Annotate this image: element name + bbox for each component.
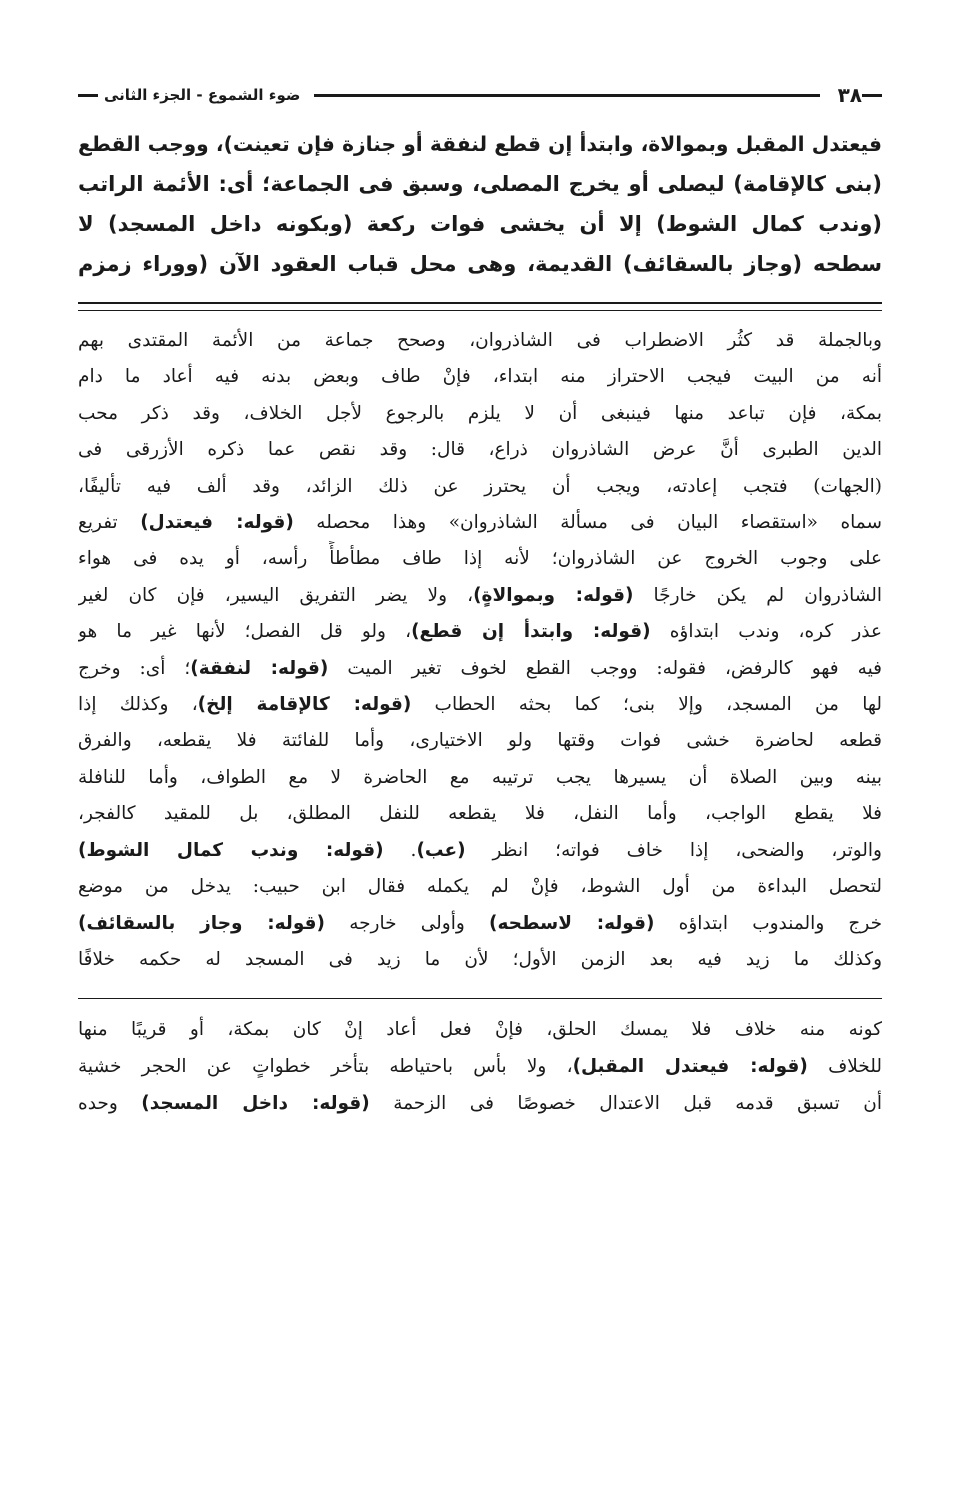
text-segment: الشاذروان لم يكن خارجًا bbox=[633, 584, 882, 606]
footnote-divider bbox=[78, 998, 882, 999]
commentary-line bbox=[78, 723, 882, 759]
text-segment: سماه «استقصاء البيان فى مسألة الشاذروان» وهذا محصله bbox=[293, 512, 882, 534]
commentary-line bbox=[78, 541, 882, 577]
commentary-line bbox=[78, 505, 882, 541]
text-segment: ، وكذلك إذا bbox=[78, 694, 198, 716]
text-segment: لتحصل البداءة من أول الشوط، فإنْ لم يكمله فقال ابن حبيب: يدخل من موضع bbox=[78, 876, 882, 898]
quoted-lemma: (قوله: فيعتدل المقبل) bbox=[572, 1056, 808, 1078]
commentary-line bbox=[78, 651, 882, 687]
commentary-line bbox=[78, 906, 882, 942]
text-segment: على وجوب الخروج عن الشاذروان؛ لأنه إذا طاف مطأطأً رأسه، أو يده فى هواء bbox=[78, 548, 882, 570]
text-segment: وأولى خارجه bbox=[325, 912, 489, 934]
page-header bbox=[78, 78, 882, 112]
header-dash-right bbox=[862, 94, 882, 97]
text-segment: فيه فهو كالرفض، فقوله: ووجب القطع لخوف تغير الميت bbox=[328, 657, 882, 679]
text-segment: تفريع bbox=[78, 512, 141, 534]
text-segment: عذر كره، وندب ابتداؤه bbox=[650, 621, 882, 643]
quoted-lemma: (قوله: داخل المسجد) bbox=[141, 1093, 370, 1115]
text-segment: ، ولا بأس باحتياطه بتأخر خطواتٍ عن الحجر خشية bbox=[78, 1056, 573, 1078]
quoted-lemma: (قوله: وندب كمال الشوط) bbox=[78, 839, 384, 861]
text-segment: للخلاف bbox=[807, 1056, 882, 1078]
main-text-line: فيعتدل المقبل وبموالاة، وابتدأ إن قطع لنفقة أو جنازة فإن تعينت)، ووجب القطع bbox=[78, 132, 882, 156]
quoted-lemma: (قوله: لاسطحه) bbox=[489, 912, 655, 934]
footnote-line bbox=[78, 1085, 882, 1122]
running-title: ضوء الشموع - الجزء الثانى bbox=[104, 86, 301, 104]
quoted-lemma: (عب) bbox=[416, 839, 466, 861]
text-segment: أن تسبق قدمه قبل الاعتدال خصوصًا فى الزحمة bbox=[369, 1093, 882, 1115]
commentary-text bbox=[78, 323, 882, 978]
text-segment: فلا يقطع الواجب، وأما النفل، فلا يقطعه للنفل المطلق، بل للمقيد كالفجر، bbox=[78, 803, 882, 825]
text-segment: بينه وبين الصلاة أن يسيرها يجب ترتيبه مع الحاضرة لا مع الطواف، وأما للنافلة bbox=[78, 766, 882, 788]
header-dash-left bbox=[78, 94, 98, 97]
text-segment: (الجهات) فتجب إعادته، ويجب أن يحترز عن ذلك الزائد، وقد ألف فيه تأليفًا، bbox=[78, 475, 882, 497]
commentary-line bbox=[78, 869, 882, 905]
commentary-line bbox=[78, 687, 882, 723]
text-segment: الدين الطبرى أنَّ عرض الشاذروان ذراع، قال: وقد نقص عما ذكره الأزرقى فى bbox=[78, 439, 882, 461]
commentary-line bbox=[78, 396, 882, 432]
main-text-line: سطحه (وجاز بالسقائف) القديمة، وهى محل قباب العقود الآن (ووراء زمزم bbox=[78, 252, 882, 276]
commentary-line bbox=[78, 323, 882, 359]
text-segment: كونه منه خلاف فلا يمسك الحلق، فإنْ فعل أعاد إنْ كان بمكة، أو قريبًا منها bbox=[78, 1019, 882, 1041]
section-divider-double bbox=[78, 302, 882, 311]
quoted-lemma: (قوله: فيعتدل) bbox=[140, 512, 294, 534]
text-segment: أنه من البيت فيجب الاحتراز منه ابتداء، فإنْ طاف وبعض بدنه فيه أعاد ما دام bbox=[78, 366, 882, 388]
commentary-line bbox=[78, 942, 882, 978]
text-segment: خرج والمندوب ابتداؤه bbox=[654, 912, 882, 934]
page-number: ٣٨ bbox=[837, 83, 862, 107]
book-page bbox=[78, 78, 882, 1122]
footnote-text bbox=[78, 1011, 882, 1122]
quoted-lemma: (قوله: وجاز بالسقائف) bbox=[78, 912, 326, 934]
text-segment: وكذلك ما زيد فيه بعد الزمن الأول؛ لأن ما زيد فى المسجد له حكمه خلافًا bbox=[78, 948, 882, 970]
commentary-line bbox=[78, 760, 882, 796]
text-segment: ، ولو قل الفصل؛ لأنها غير ما هو bbox=[78, 621, 412, 643]
commentary-line bbox=[78, 614, 882, 650]
footnote-line bbox=[78, 1011, 882, 1048]
text-segment: لها من المسجد، وإلا بنى؛ كما بحثه الحطاب bbox=[411, 694, 882, 716]
commentary-line bbox=[78, 578, 882, 614]
text-segment: بمكة، فإن تباعد منها فينبغى أن لا يلزم بالرجوع لأجل الخلاف، وقد ذكر محب bbox=[78, 402, 882, 424]
header-rule bbox=[314, 94, 819, 97]
main-text-line: (بنى كالإقامة) ليصلى أو يخرج المصلى، وسبق فى الجماعة؛ أى: الأئمة الراتب bbox=[78, 172, 882, 196]
commentary-line bbox=[78, 833, 882, 869]
text-segment: ؛ أى: وخرج bbox=[78, 657, 191, 679]
text-segment: . bbox=[383, 839, 417, 861]
main-text bbox=[78, 124, 882, 284]
text-segment: وبالجملة قد كثُر الاضطراب فى الشاذروان، وصحح جماعة من الأئمة المقتدى بهم bbox=[78, 330, 882, 351]
commentary-line bbox=[78, 796, 882, 832]
quoted-lemma: (قوله: كالإقامة إلخ) bbox=[197, 694, 412, 716]
text-segment: والوتر، والضحى، إذا خاف فواته؛ انظر bbox=[465, 839, 882, 861]
quoted-lemma: (قوله: لنفقة) bbox=[190, 657, 329, 679]
quoted-lemma: (قوله: وابتدأ إن قطع) bbox=[411, 621, 651, 643]
commentary-line bbox=[78, 359, 882, 395]
commentary-line bbox=[78, 432, 882, 468]
footnote-line bbox=[78, 1048, 882, 1085]
text-segment: ، ولا يضر التفريق اليسير، فإن كان لغير bbox=[78, 584, 474, 606]
quoted-lemma: (قوله: وبموالاةٍ) bbox=[473, 584, 634, 606]
main-text-line: (وندب كمال الشوط) إلا أن يخشى فوات ركعة (وبكونه داخل المسجد) لا bbox=[78, 212, 882, 236]
text-segment: وحده bbox=[78, 1093, 142, 1115]
text-segment: قطعه لحاضرة خشى فوات وقتها ولو الاختيارى، وأما للفائتة فلا يقطعه، والفرق bbox=[78, 730, 882, 752]
commentary-line bbox=[78, 469, 882, 505]
